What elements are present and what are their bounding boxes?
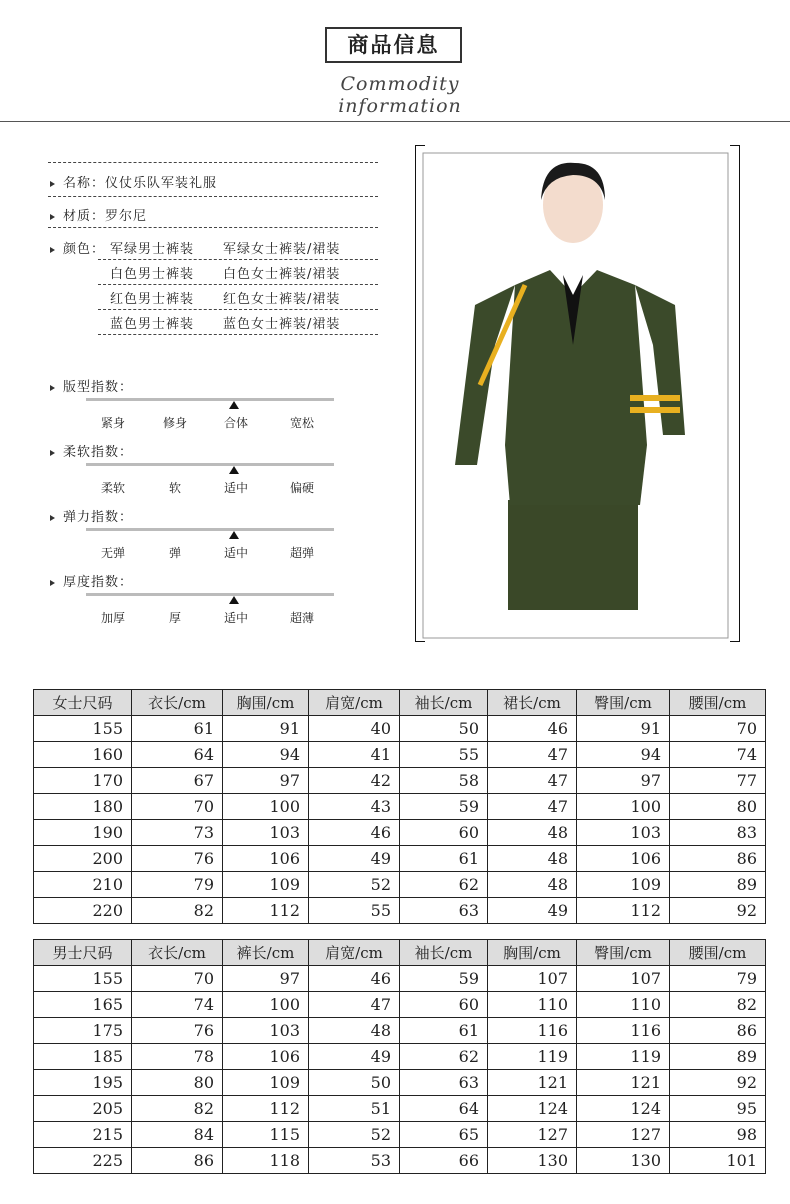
table-cell: 43 bbox=[309, 794, 400, 820]
table-row bbox=[34, 992, 766, 1018]
table-cell: 49 bbox=[309, 1044, 400, 1070]
table-cell: 84 bbox=[132, 1122, 223, 1148]
column-header: 女士尺码 bbox=[34, 690, 132, 716]
column-header: 腰围/cm bbox=[670, 690, 766, 716]
table-cell: 100 bbox=[223, 794, 309, 820]
table-cell: 118 bbox=[223, 1148, 309, 1174]
index-marker-icon bbox=[229, 531, 239, 539]
table-cell: 121 bbox=[577, 1070, 670, 1096]
product-name: 名称：仪仗乐队军装礼服 bbox=[50, 172, 217, 191]
table-cell: 115 bbox=[223, 1122, 309, 1148]
table-cell: 79 bbox=[670, 966, 766, 992]
product-photo bbox=[415, 145, 740, 642]
index-marker-icon bbox=[229, 466, 239, 474]
table-row bbox=[34, 794, 766, 820]
index-label: 适中 bbox=[223, 546, 248, 560]
table-header bbox=[34, 940, 766, 966]
bullet-icon bbox=[50, 515, 55, 521]
table-cell: 91 bbox=[577, 716, 670, 742]
table-cell: 121 bbox=[488, 1070, 577, 1096]
table-cell: 82 bbox=[670, 992, 766, 1018]
table-row bbox=[34, 1122, 766, 1148]
bullet-icon bbox=[50, 385, 55, 391]
table-cell: 92 bbox=[670, 1070, 766, 1096]
index-label: 厚 bbox=[168, 611, 181, 625]
table-cell: 76 bbox=[132, 1018, 223, 1044]
table-row bbox=[34, 1044, 766, 1070]
color-option: 白色女士裤装/裙装 bbox=[223, 267, 341, 282]
table-cell: 109 bbox=[577, 872, 670, 898]
column-header: 衣长/cm bbox=[132, 690, 223, 716]
section-title: 商品信息 bbox=[325, 27, 462, 63]
table-cell: 48 bbox=[309, 1018, 400, 1044]
index-label: 修身 bbox=[162, 416, 187, 430]
bullet-icon bbox=[50, 247, 55, 253]
table-cell: 59 bbox=[400, 966, 488, 992]
index-label: 弹 bbox=[168, 546, 181, 560]
table-cell: 59 bbox=[400, 794, 488, 820]
index-label: 超弹 bbox=[289, 546, 314, 560]
index-label: 偏硬 bbox=[289, 481, 314, 495]
bullet-icon bbox=[50, 181, 55, 187]
table-cell: 95 bbox=[670, 1096, 766, 1122]
table-cell: 70 bbox=[670, 716, 766, 742]
index-label: 适中 bbox=[223, 611, 248, 625]
color-option: 红色男士裤装 bbox=[110, 292, 195, 307]
divider bbox=[48, 227, 378, 228]
table-cell: 124 bbox=[577, 1096, 670, 1122]
table-cell: 46 bbox=[309, 820, 400, 846]
table-cell: 77 bbox=[670, 768, 766, 794]
divider bbox=[98, 284, 378, 285]
table-cell: 82 bbox=[132, 1096, 223, 1122]
table-cell: 180 bbox=[34, 794, 132, 820]
table-cell: 79 bbox=[132, 872, 223, 898]
table-cell: 65 bbox=[400, 1122, 488, 1148]
table-cell: 50 bbox=[400, 716, 488, 742]
table-cell: 40 bbox=[309, 716, 400, 742]
table-cell: 58 bbox=[400, 768, 488, 794]
column-header: 裙长/cm bbox=[488, 690, 577, 716]
column-header: 胸围/cm bbox=[223, 690, 309, 716]
table-cell: 60 bbox=[400, 992, 488, 1018]
index-label: 加厚 bbox=[100, 611, 125, 625]
index-label: 合体 bbox=[223, 416, 248, 430]
column-header: 肩宽/cm bbox=[309, 940, 400, 966]
table-cell: 97 bbox=[223, 768, 309, 794]
table-cell: 70 bbox=[132, 794, 223, 820]
table-cell: 190 bbox=[34, 820, 132, 846]
color-option: 军绿女士裤装/裙装 bbox=[223, 242, 341, 257]
table-cell: 106 bbox=[223, 1044, 309, 1070]
table-cell: 103 bbox=[223, 1018, 309, 1044]
table-cell: 106 bbox=[577, 846, 670, 872]
table-cell: 55 bbox=[400, 742, 488, 768]
table-cell: 48 bbox=[488, 846, 577, 872]
table-cell: 78 bbox=[132, 1044, 223, 1070]
table-cell: 116 bbox=[488, 1018, 577, 1044]
table-cell: 48 bbox=[488, 872, 577, 898]
table-cell: 74 bbox=[670, 742, 766, 768]
table-cell: 83 bbox=[670, 820, 766, 846]
table-cell: 67 bbox=[132, 768, 223, 794]
table-cell: 200 bbox=[34, 846, 132, 872]
table-row bbox=[34, 898, 766, 924]
table-cell: 97 bbox=[577, 768, 670, 794]
index-label: 无弹 bbox=[100, 546, 125, 560]
index-scale bbox=[86, 528, 334, 531]
table-cell: 51 bbox=[309, 1096, 400, 1122]
table-cell: 41 bbox=[309, 742, 400, 768]
table-cell: 195 bbox=[34, 1070, 132, 1096]
index-label: 柔软 bbox=[100, 481, 125, 495]
table-cell: 103 bbox=[577, 820, 670, 846]
divider bbox=[0, 121, 790, 122]
table-row bbox=[34, 1148, 766, 1174]
table-cell: 127 bbox=[488, 1122, 577, 1148]
color-option: 军绿男士裤装 bbox=[110, 242, 195, 257]
table-cell: 80 bbox=[132, 1070, 223, 1096]
table-row bbox=[34, 846, 766, 872]
divider bbox=[98, 334, 378, 335]
table-cell: 165 bbox=[34, 992, 132, 1018]
column-header: 袖长/cm bbox=[400, 690, 488, 716]
table-cell: 52 bbox=[309, 872, 400, 898]
index-title: 版型指数： bbox=[50, 376, 133, 395]
index-title: 柔软指数： bbox=[50, 441, 133, 460]
product-material: 材质：罗尔尼 bbox=[50, 205, 147, 224]
table-cell: 73 bbox=[132, 820, 223, 846]
table-row bbox=[34, 966, 766, 992]
table-cell: 127 bbox=[577, 1122, 670, 1148]
table-cell: 100 bbox=[577, 794, 670, 820]
table-cell: 91 bbox=[223, 716, 309, 742]
table-cell: 205 bbox=[34, 1096, 132, 1122]
table-cell: 119 bbox=[488, 1044, 577, 1070]
table-cell: 80 bbox=[670, 794, 766, 820]
column-header: 袖长/cm bbox=[400, 940, 488, 966]
table-cell: 130 bbox=[488, 1148, 577, 1174]
table-cell: 116 bbox=[577, 1018, 670, 1044]
table-cell: 53 bbox=[309, 1148, 400, 1174]
table-cell: 100 bbox=[223, 992, 309, 1018]
table-cell: 89 bbox=[670, 1044, 766, 1070]
table-cell: 82 bbox=[132, 898, 223, 924]
table-cell: 49 bbox=[488, 898, 577, 924]
section-subtitle: Commodity information bbox=[338, 73, 462, 117]
table-row bbox=[34, 872, 766, 898]
column-header: 裤长/cm bbox=[223, 940, 309, 966]
index-scale bbox=[86, 398, 334, 401]
women-size-table bbox=[33, 689, 766, 924]
index-title: 弹力指数： bbox=[50, 506, 133, 525]
color-option: 白色男士裤装 bbox=[110, 267, 195, 282]
table-cell: 47 bbox=[309, 992, 400, 1018]
table-cell: 62 bbox=[400, 1044, 488, 1070]
color-option: 蓝色女士裤装/裙装 bbox=[223, 317, 341, 332]
men-size-table bbox=[33, 939, 766, 1174]
table-cell: 62 bbox=[400, 872, 488, 898]
table-cell: 76 bbox=[132, 846, 223, 872]
column-header: 衣长/cm bbox=[132, 940, 223, 966]
table-cell: 101 bbox=[670, 1148, 766, 1174]
index-label: 软 bbox=[168, 481, 181, 495]
table-cell: 46 bbox=[488, 716, 577, 742]
table-cell: 106 bbox=[223, 846, 309, 872]
index-label: 适中 bbox=[223, 481, 248, 495]
table-cell: 50 bbox=[309, 1070, 400, 1096]
table-cell: 92 bbox=[670, 898, 766, 924]
column-header: 肩宽/cm bbox=[309, 690, 400, 716]
table-cell: 89 bbox=[670, 872, 766, 898]
index-scale bbox=[86, 593, 334, 596]
table-cell: 110 bbox=[488, 992, 577, 1018]
color-option: 蓝色男士裤装 bbox=[110, 317, 195, 332]
table-cell: 112 bbox=[577, 898, 670, 924]
table-cell: 64 bbox=[400, 1096, 488, 1122]
table-row bbox=[34, 1070, 766, 1096]
divider bbox=[48, 196, 378, 197]
table-cell: 86 bbox=[132, 1148, 223, 1174]
table-cell: 74 bbox=[132, 992, 223, 1018]
column-header: 腰围/cm bbox=[670, 940, 766, 966]
table-cell: 124 bbox=[488, 1096, 577, 1122]
table-cell: 48 bbox=[488, 820, 577, 846]
table-cell: 64 bbox=[132, 742, 223, 768]
table-cell: 61 bbox=[400, 1018, 488, 1044]
table-cell: 47 bbox=[488, 794, 577, 820]
table-cell: 220 bbox=[34, 898, 132, 924]
column-header: 胸围/cm bbox=[488, 940, 577, 966]
index-label: 超薄 bbox=[289, 611, 314, 625]
table-cell: 107 bbox=[577, 966, 670, 992]
table-cell: 185 bbox=[34, 1044, 132, 1070]
index-label: 宽松 bbox=[289, 416, 314, 430]
table-cell: 155 bbox=[34, 716, 132, 742]
table-cell: 155 bbox=[34, 966, 132, 992]
table-cell: 109 bbox=[223, 1070, 309, 1096]
color-option: 红色女士裤装/裙装 bbox=[223, 292, 341, 307]
table-cell: 49 bbox=[309, 846, 400, 872]
table-row bbox=[34, 742, 766, 768]
column-header: 臀围/cm bbox=[577, 940, 670, 966]
table-cell: 66 bbox=[400, 1148, 488, 1174]
table-cell: 130 bbox=[577, 1148, 670, 1174]
table-cell: 60 bbox=[400, 820, 488, 846]
table-cell: 61 bbox=[400, 846, 488, 872]
index-title: 厚度指数： bbox=[50, 571, 133, 590]
table-cell: 63 bbox=[400, 898, 488, 924]
table-cell: 97 bbox=[223, 966, 309, 992]
table-row bbox=[34, 1018, 766, 1044]
table-cell: 86 bbox=[670, 846, 766, 872]
table-cell: 109 bbox=[223, 872, 309, 898]
table-cell: 47 bbox=[488, 742, 577, 768]
table-row bbox=[34, 820, 766, 846]
table-header bbox=[34, 690, 766, 716]
table-cell: 175 bbox=[34, 1018, 132, 1044]
table-cell: 170 bbox=[34, 768, 132, 794]
column-header: 男士尺码 bbox=[34, 940, 132, 966]
index-scale bbox=[86, 463, 334, 466]
table-cell: 112 bbox=[223, 1096, 309, 1122]
table-cell: 94 bbox=[223, 742, 309, 768]
product-color-label: 颜色： bbox=[50, 238, 105, 257]
bullet-icon bbox=[50, 450, 55, 456]
table-cell: 225 bbox=[34, 1148, 132, 1174]
table-cell: 63 bbox=[400, 1070, 488, 1096]
table-cell: 61 bbox=[132, 716, 223, 742]
bullet-icon bbox=[50, 214, 55, 220]
table-cell: 215 bbox=[34, 1122, 132, 1148]
divider bbox=[48, 162, 378, 163]
table-cell: 98 bbox=[670, 1122, 766, 1148]
table-cell: 107 bbox=[488, 966, 577, 992]
table-cell: 86 bbox=[670, 1018, 766, 1044]
table-cell: 119 bbox=[577, 1044, 670, 1070]
column-header: 臀围/cm bbox=[577, 690, 670, 716]
table-cell: 110 bbox=[577, 992, 670, 1018]
table-cell: 55 bbox=[309, 898, 400, 924]
table-cell: 210 bbox=[34, 872, 132, 898]
table-cell: 103 bbox=[223, 820, 309, 846]
table-cell: 52 bbox=[309, 1122, 400, 1148]
divider bbox=[98, 259, 378, 260]
bullet-icon bbox=[50, 580, 55, 586]
index-label: 紧身 bbox=[100, 416, 125, 430]
table-cell: 94 bbox=[577, 742, 670, 768]
table-cell: 112 bbox=[223, 898, 309, 924]
table-cell: 46 bbox=[309, 966, 400, 992]
table-cell: 70 bbox=[132, 966, 223, 992]
table-row bbox=[34, 768, 766, 794]
table-cell: 47 bbox=[488, 768, 577, 794]
table-row bbox=[34, 1096, 766, 1122]
table-cell: 160 bbox=[34, 742, 132, 768]
index-marker-icon bbox=[229, 596, 239, 604]
table-cell: 42 bbox=[309, 768, 400, 794]
index-marker-icon bbox=[229, 401, 239, 409]
divider bbox=[98, 309, 378, 310]
table-row bbox=[34, 716, 766, 742]
